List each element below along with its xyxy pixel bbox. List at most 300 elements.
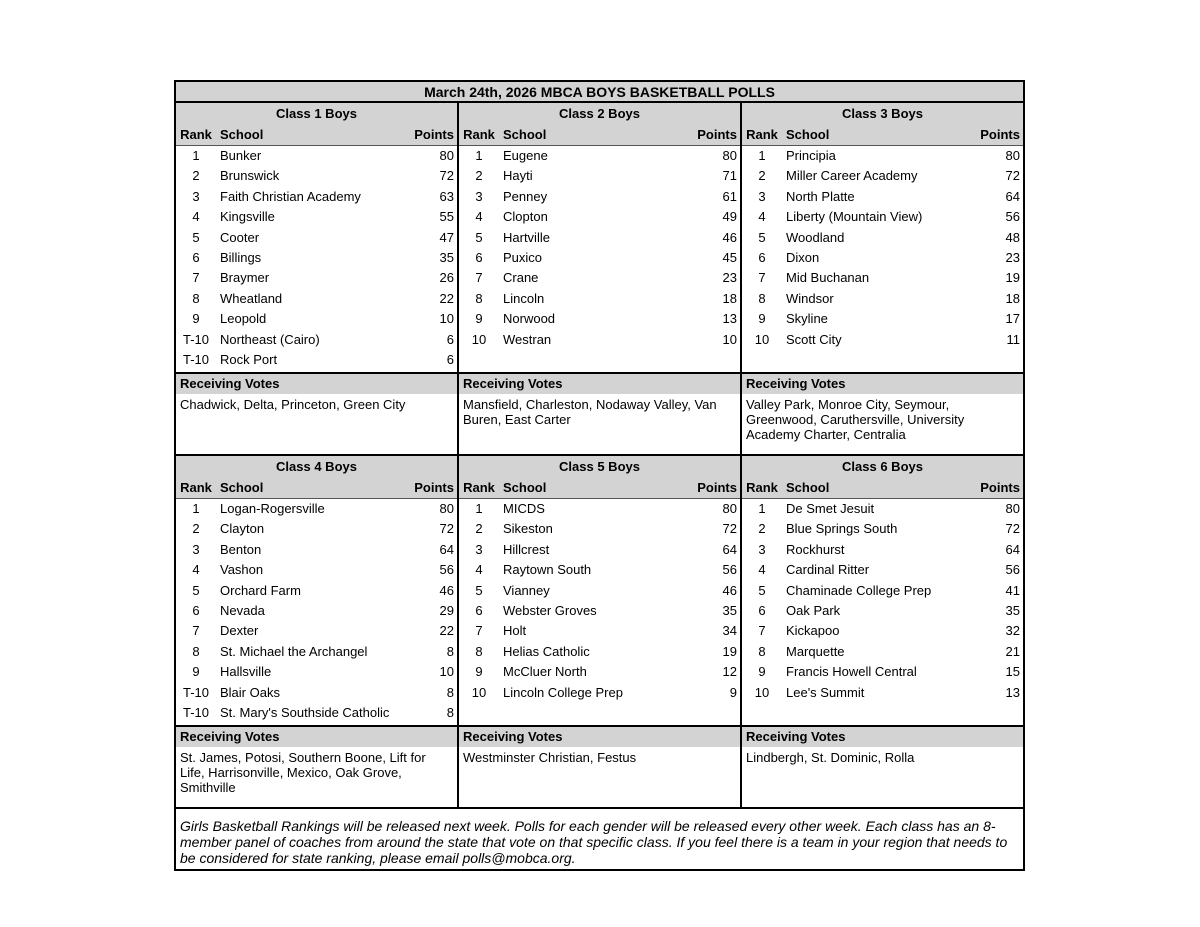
points-cell: 41 (1005, 582, 1020, 598)
school-cell: Scott City (786, 331, 842, 347)
rankings-list (176, 499, 457, 725)
school-cell: North Platte (786, 188, 855, 204)
school-cell: Marquette (786, 643, 845, 659)
table-row (459, 166, 740, 186)
table-row (459, 642, 740, 662)
points-cell: 34 (722, 623, 737, 639)
school-cell: Principia (786, 148, 836, 163)
table-row (176, 350, 457, 370)
rank-header: Rank (746, 480, 778, 495)
points-cell: 49 (722, 209, 737, 225)
table-row (742, 166, 1023, 186)
points-cell: 6 (446, 331, 454, 347)
school-cell: Westran (503, 331, 552, 347)
points-cell: 61 (722, 188, 737, 204)
table-row (742, 309, 1023, 329)
table-row (176, 621, 457, 641)
rank-cell: 3 (758, 541, 766, 557)
points-cell: 72 (1005, 168, 1020, 184)
table-row (176, 289, 457, 309)
table-row (176, 601, 457, 621)
rank-cell: 5 (758, 229, 766, 245)
rank-cell: 6 (192, 249, 200, 265)
school-cell: Kickapoo (786, 623, 840, 639)
points-cell: 80 (439, 148, 454, 163)
table-row (742, 499, 1023, 519)
rank-cell: 4 (475, 209, 483, 225)
rankings-list (459, 499, 740, 725)
school-cell: Eugene (503, 148, 548, 163)
points-cell: 56 (439, 562, 454, 578)
receiving-votes-list: St. James, Potosi, Southern Boone, Lift for Life, Harrisonville, Mexico, Oak Grove, Smithville (180, 750, 426, 795)
rankings-list (742, 499, 1023, 725)
points-cell: 29 (439, 602, 454, 618)
class-title: Class 3 Boys (742, 103, 1023, 124)
table-row (176, 703, 457, 723)
school-cell: Logan-Rogersville (220, 501, 325, 516)
points-cell: 8 (446, 704, 454, 720)
rank-cell: 9 (758, 664, 766, 680)
column-header-row (459, 477, 740, 499)
table-row (176, 499, 457, 519)
points-cell: 64 (439, 541, 454, 557)
rank-cell: 8 (192, 643, 200, 659)
points-cell: 11 (1006, 331, 1020, 347)
rank-cell: T-10 (182, 684, 209, 700)
table-row (176, 683, 457, 703)
rank-cell: 5 (475, 582, 483, 598)
school-cell: Brunswick (220, 168, 280, 184)
school-cell: Vashon (220, 562, 264, 578)
points-cell: 13 (1005, 684, 1020, 700)
points-cell: 80 (439, 501, 454, 516)
points-cell: 71 (722, 168, 737, 184)
polls-sheet (174, 80, 1025, 871)
school-cell: De Smet Jesuit (786, 501, 875, 516)
school-cell: Mid Buchanan (786, 270, 870, 286)
class-title: Class 1 Boys (176, 103, 457, 124)
rank-cell: 6 (475, 602, 483, 618)
table-row (742, 560, 1023, 580)
points-cell: 46 (439, 582, 454, 598)
rank-header: Rank (746, 127, 778, 142)
points-cell: 26 (439, 270, 454, 286)
rank-cell: 9 (192, 311, 200, 327)
school-header: School (220, 127, 264, 142)
school-cell: Hayti (503, 168, 533, 184)
rank-cell: 7 (475, 623, 483, 639)
school-cell: St. Mary's Southside Catholic (220, 704, 390, 720)
table-row (176, 268, 457, 288)
points-cell: 18 (722, 290, 737, 306)
school-cell: Northeast (Cairo) (220, 331, 320, 347)
rank-cell: T-10 (182, 704, 209, 720)
points-cell: 64 (1005, 188, 1020, 204)
school-cell: McCluer North (503, 664, 587, 680)
class-title: Class 5 Boys (459, 456, 740, 477)
points-cell: 80 (1005, 148, 1020, 163)
receiving-votes-label: Receiving Votes (459, 725, 740, 747)
receiving-votes-label: Receiving Votes (742, 725, 1023, 747)
table-row (176, 207, 457, 227)
receiving-votes-list: Chadwick, Delta, Princeton, Green City (180, 397, 406, 412)
receiving-votes-label: Receiving Votes (176, 725, 457, 747)
school-cell: Hillcrest (503, 541, 550, 557)
points-header: Points (697, 480, 737, 495)
points-cell: 45 (722, 249, 737, 265)
points-cell: 13 (722, 311, 737, 327)
rank-cell: 9 (192, 664, 200, 680)
table-row (742, 146, 1023, 166)
rank-cell: 5 (758, 582, 766, 598)
class-row-bottom (176, 456, 1023, 809)
footer-note: Girls Basketball Rankings will be released next week. Polls for each gender will be released every other week. Each class has an 8-member panel of coaches from around the state that vote on that specific class. If you feel there is a team in your region that needs to be considered for state ranking, please email polls@mobca.org. (180, 818, 1008, 866)
table-row (742, 187, 1023, 207)
rank-cell: 1 (475, 148, 483, 163)
table-row (742, 268, 1023, 288)
points-cell: 10 (722, 331, 737, 347)
points-cell: 10 (439, 664, 454, 680)
school-cell: Cardinal Ritter (786, 562, 870, 578)
rank-cell: 8 (192, 290, 200, 306)
points-header: Points (980, 127, 1020, 142)
rank-cell: T-10 (182, 351, 209, 367)
rank-cell: 3 (475, 541, 483, 557)
rank-cell: 6 (475, 249, 483, 265)
points-header: Points (980, 480, 1020, 495)
points-cell: 17 (1005, 311, 1020, 327)
rank-cell: 2 (758, 521, 766, 537)
rank-cell: 10 (471, 684, 487, 700)
points-cell: 56 (1005, 209, 1020, 225)
school-cell: Helias Catholic (503, 643, 590, 659)
school-cell: Norwood (503, 311, 556, 327)
table-row (459, 683, 740, 703)
rank-cell: 4 (758, 562, 766, 578)
table-row (176, 540, 457, 560)
table-row (742, 621, 1023, 641)
school-cell: Chaminade College Prep (786, 582, 932, 598)
receiving-votes-list: Valley Park, Monroe City, Seymour, Greenwood, Caruthersville, University Academy Charter, Centralia (746, 397, 965, 442)
rank-cell: 3 (192, 188, 200, 204)
points-cell: 72 (439, 168, 454, 184)
points-cell: 23 (1005, 249, 1020, 265)
column-header-row (176, 477, 457, 499)
rank-cell: 5 (192, 582, 200, 598)
rank-cell: 6 (758, 602, 766, 618)
points-cell: 55 (439, 209, 454, 225)
table-row (742, 662, 1023, 682)
receiving-votes-label: Receiving Votes (176, 372, 457, 394)
points-header: Points (414, 127, 454, 142)
table-row (742, 601, 1023, 621)
points-cell: 6 (446, 351, 454, 367)
rank-cell: 4 (475, 562, 483, 578)
school-cell: Billings (220, 249, 262, 265)
rank-cell: 9 (475, 664, 483, 680)
school-cell: Dexter (220, 623, 259, 639)
school-cell: Francis Howell Central (786, 664, 917, 680)
rank-cell: 7 (192, 270, 200, 286)
table-row (459, 309, 740, 329)
column-header-row (742, 124, 1023, 146)
school-cell: Hartville (503, 229, 550, 245)
table-row (742, 228, 1023, 248)
points-cell: 80 (722, 501, 737, 516)
receiving-votes-list: Westminster Christian, Festus (463, 750, 637, 765)
points-cell: 48 (1005, 229, 1020, 245)
rank-cell: 7 (758, 270, 766, 286)
table-row (176, 560, 457, 580)
school-cell: Wheatland (220, 290, 283, 306)
table-row (742, 642, 1023, 662)
school-cell: Liberty (Mountain View) (786, 209, 923, 225)
rankings-list (742, 146, 1023, 372)
points-cell: 8 (446, 684, 454, 700)
table-row (459, 601, 740, 621)
school-cell: Penney (503, 188, 548, 204)
school-cell: Kingsville (220, 209, 275, 225)
table-row (176, 187, 457, 207)
rank-cell: 6 (758, 249, 766, 265)
school-cell: Miller Career Academy (786, 168, 918, 184)
table-row (459, 581, 740, 601)
school-cell: Hallsville (220, 664, 272, 680)
class-title: Class 4 Boys (176, 456, 457, 477)
points-cell: 80 (722, 148, 737, 163)
table-row (459, 540, 740, 560)
table-row (176, 642, 457, 662)
points-header: Points (697, 127, 737, 142)
school-cell: Leopold (220, 311, 267, 327)
points-cell: 35 (1005, 602, 1020, 618)
table-row (459, 662, 740, 682)
school-header: School (503, 127, 547, 142)
points-cell: 22 (439, 623, 454, 639)
table-row (459, 560, 740, 580)
school-cell: Clayton (220, 521, 265, 537)
class-block (457, 103, 740, 454)
table-row (459, 268, 740, 288)
class-title: Class 2 Boys (459, 103, 740, 124)
points-cell: 23 (722, 270, 737, 286)
points-cell: 10 (439, 311, 454, 327)
table-row (176, 309, 457, 329)
class-block (740, 103, 1023, 454)
school-cell: Skyline (786, 311, 828, 327)
table-row (176, 330, 457, 350)
points-cell: 72 (439, 521, 454, 537)
rank-cell: 2 (192, 521, 200, 537)
rank-cell: 8 (758, 643, 766, 659)
class-title: Class 6 Boys (742, 456, 1023, 477)
rank-cell: 4 (192, 209, 200, 225)
rank-cell: 5 (475, 229, 483, 245)
rank-cell: 9 (758, 311, 766, 327)
rank-cell: 8 (475, 643, 483, 659)
points-cell: 35 (722, 602, 737, 618)
rank-cell: 7 (475, 270, 483, 286)
rank-cell: 9 (475, 311, 483, 327)
rank-cell: 1 (192, 148, 200, 163)
points-cell: 12 (722, 664, 737, 680)
table-row (459, 289, 740, 309)
rank-cell: 3 (192, 541, 200, 557)
rank-cell: 7 (758, 623, 766, 639)
points-cell: 72 (1005, 521, 1020, 537)
table-row (176, 248, 457, 268)
school-cell: Raytown South (503, 562, 592, 578)
school-header: School (220, 480, 264, 495)
school-cell: MICDS (503, 501, 545, 516)
receiving-votes-label: Receiving Votes (459, 372, 740, 394)
points-cell: 46 (722, 229, 737, 245)
column-header-row (742, 477, 1023, 499)
points-cell: 35 (439, 249, 454, 265)
table-row (742, 289, 1023, 309)
table-row (459, 330, 740, 350)
school-cell: Rock Port (220, 351, 278, 367)
table-row (176, 519, 457, 539)
table-row (742, 330, 1023, 350)
points-cell: 64 (1005, 541, 1020, 557)
rank-header: Rank (463, 127, 495, 142)
school-cell: Vianney (503, 582, 550, 598)
school-cell: Blue Springs South (786, 521, 898, 537)
table-row (176, 662, 457, 682)
rank-cell: 8 (758, 290, 766, 306)
points-cell: 72 (722, 521, 737, 537)
points-cell: 21 (1005, 643, 1020, 659)
table-row (459, 621, 740, 641)
points-cell: 80 (1005, 501, 1020, 516)
points-cell: 22 (439, 290, 454, 306)
school-cell: St. Michael the Archangel (220, 643, 368, 659)
points-cell: 15 (1005, 664, 1020, 680)
rank-cell: 3 (758, 188, 766, 204)
school-cell: Benton (220, 541, 262, 557)
school-cell: Sikeston (503, 521, 553, 537)
column-header-row (176, 124, 457, 146)
rank-cell: 1 (758, 501, 766, 516)
rank-cell: 1 (758, 148, 766, 163)
points-cell: 9 (729, 684, 737, 700)
school-cell: Braymer (220, 270, 270, 286)
rank-cell: 5 (192, 229, 200, 245)
table-row (459, 187, 740, 207)
rank-cell: 10 (471, 331, 487, 347)
school-cell: Faith Christian Academy (220, 188, 361, 204)
rank-cell: 2 (192, 168, 200, 184)
table-row (459, 207, 740, 227)
rank-cell: 3 (475, 188, 483, 204)
rank-cell: 4 (192, 562, 200, 578)
school-header: School (786, 480, 830, 495)
table-row (742, 519, 1023, 539)
rankings-list (176, 146, 457, 372)
table-row (742, 207, 1023, 227)
rank-cell: 1 (192, 501, 200, 516)
rank-cell: 2 (475, 168, 483, 184)
school-cell: Orchard Farm (220, 582, 301, 598)
table-row (459, 248, 740, 268)
school-cell: Holt (503, 623, 527, 639)
school-cell: Nevada (220, 602, 265, 618)
rank-cell: 6 (192, 602, 200, 618)
points-cell: 19 (722, 643, 737, 659)
school-cell: Lincoln College Prep (503, 684, 623, 700)
rank-cell: 10 (754, 684, 770, 700)
table-row (459, 146, 740, 166)
points-cell: 46 (722, 582, 737, 598)
receiving-votes-label: Receiving Votes (742, 372, 1023, 394)
school-cell: Windsor (786, 290, 834, 306)
table-row (742, 248, 1023, 268)
rank-cell: 2 (758, 168, 766, 184)
receiving-votes-list: Lindbergh, St. Dominic, Rolla (746, 750, 915, 765)
table-row (176, 146, 457, 166)
rank-cell: 8 (475, 290, 483, 306)
table-row (176, 166, 457, 186)
column-header-row (459, 124, 740, 146)
page-title: March 24th, 2026 MBCA BOYS BASKETBALL POLLS (176, 82, 1023, 103)
table-row (459, 499, 740, 519)
school-cell: Webster Groves (503, 602, 597, 618)
class-block (457, 456, 740, 807)
rank-header: Rank (180, 127, 212, 142)
points-cell: 47 (439, 229, 454, 245)
class-block (176, 103, 457, 454)
school-cell: Crane (503, 270, 539, 286)
rank-cell: 10 (754, 331, 770, 347)
school-cell: Lincoln (503, 290, 545, 306)
rank-header: Rank (463, 480, 495, 495)
rank-header: Rank (180, 480, 212, 495)
school-cell: Rockhurst (786, 541, 845, 557)
school-header: School (786, 127, 830, 142)
points-cell: 32 (1005, 623, 1020, 639)
school-cell: Oak Park (786, 602, 841, 618)
rank-cell: 4 (758, 209, 766, 225)
table-row (176, 228, 457, 248)
points-cell: 56 (1005, 562, 1020, 578)
points-header: Points (414, 480, 454, 495)
school-cell: Lee's Summit (786, 684, 865, 700)
points-cell: 8 (446, 643, 454, 659)
table-row (176, 581, 457, 601)
class-block (176, 456, 457, 807)
class-block (740, 456, 1023, 807)
rank-cell: 7 (192, 623, 200, 639)
table-row (742, 581, 1023, 601)
school-header: School (503, 480, 547, 495)
school-cell: Clopton (503, 209, 548, 225)
receiving-votes-list: Mansfield, Charleston, Nodaway Valley, Van Buren, East Carter (463, 397, 717, 427)
rank-cell: 1 (475, 501, 483, 516)
school-cell: Cooter (220, 229, 260, 245)
class-row-top (176, 103, 1023, 456)
points-cell: 19 (1005, 270, 1020, 286)
rank-cell: 2 (475, 521, 483, 537)
school-cell: Blair Oaks (220, 684, 280, 700)
table-row (742, 683, 1023, 703)
school-cell: Puxico (503, 249, 543, 265)
points-cell: 18 (1005, 290, 1020, 306)
points-cell: 64 (722, 541, 737, 557)
school-cell: Dixon (786, 249, 820, 265)
rank-cell: T-10 (182, 331, 209, 347)
points-cell: 56 (722, 562, 737, 578)
